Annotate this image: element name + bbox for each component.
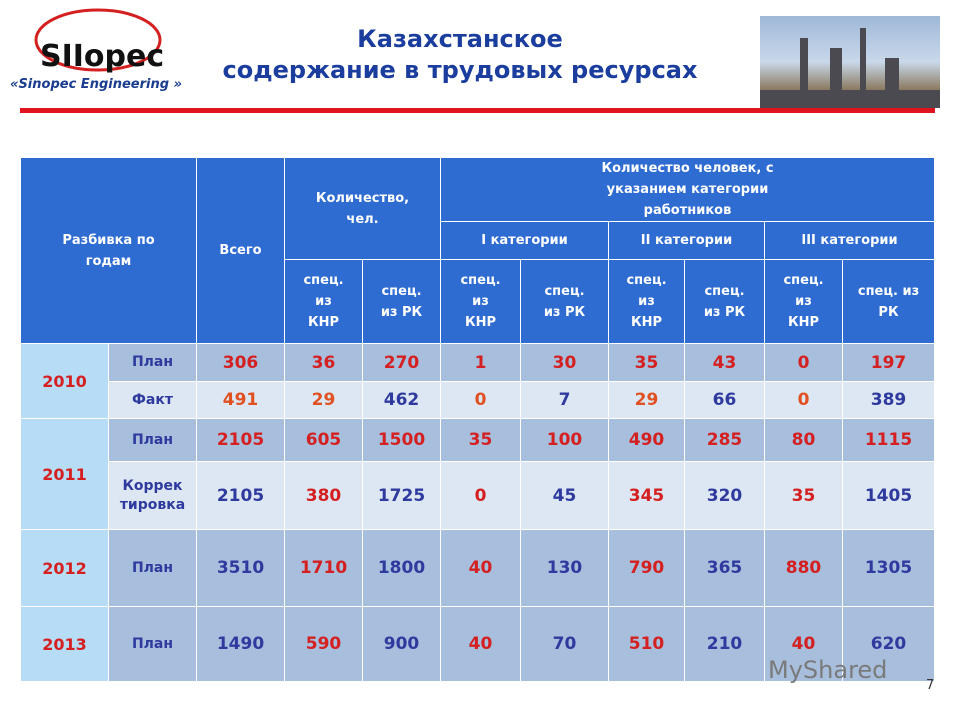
value-cell: 3510 [197,530,285,607]
subheader-sub_rk: спец. из РК [843,260,935,344]
value-cell: 1 [441,344,521,382]
table-row [21,462,935,530]
value-cell: 2105 [197,462,285,530]
value-cell: 0 [441,462,521,530]
subheader-sub_rk: спец. из РК [521,260,609,344]
subheader-sub_rk: спец. из РК [685,260,765,344]
svg-text:SIIopec: SIIopec [40,39,165,74]
value-cell: 0 [765,382,843,419]
value-cell: 1800 [363,530,441,607]
header-count: Количество, чел. [285,158,441,260]
value-cell: 1710 [285,530,363,607]
value-cell: 66 [685,382,765,419]
year-cell: 2012 [21,530,109,607]
value-cell: 620 [843,607,935,682]
value-cell: 35 [441,419,521,462]
header-cat3: III категории [765,222,935,260]
value-cell: 285 [685,419,765,462]
subheader-sub_cn: спец. из КНР [609,260,685,344]
value-cell: 1305 [843,530,935,607]
value-cell: 491 [197,382,285,419]
value-cell: 2105 [197,419,285,462]
value-cell: 29 [609,382,685,419]
value-cell: 320 [685,462,765,530]
header-categories: Количество человек, с указанием категории работников [441,158,935,222]
value-cell: 900 [363,607,441,682]
value-cell: 40 [765,607,843,682]
subheader-sub_rk: спец. из РК [363,260,441,344]
refinery-photo [760,16,940,108]
value-cell: 790 [609,530,685,607]
value-cell: 510 [609,607,685,682]
value-cell: 197 [843,344,935,382]
value-cell: 36 [285,344,363,382]
labor-table [20,157,935,682]
subheader-sub_cn: спец. из КНР [285,260,363,344]
page-title: Казахстанское содержание в трудовых ресурсах [222,25,698,84]
table-row [21,419,935,462]
value-cell: 30 [521,344,609,382]
value-cell: 389 [843,382,935,419]
value-cell: 345 [609,462,685,530]
header-breakdown: Разбивка по годам [21,158,197,344]
subheader-sub_cn: спец. из КНР [441,260,521,344]
value-cell: 35 [765,462,843,530]
value-cell: 1725 [363,462,441,530]
value-cell: 130 [521,530,609,607]
value-cell: 70 [521,607,609,682]
value-cell: 1490 [197,607,285,682]
value-cell: 40 [441,607,521,682]
value-cell: 0 [441,382,521,419]
header-cat2: II категории [609,222,765,260]
value-cell: 880 [765,530,843,607]
tagline: «Sinopec Engineering » [10,77,182,92]
table-row [21,382,935,419]
value-cell: 100 [521,419,609,462]
value-cell: 306 [197,344,285,382]
page-number: 7 [926,678,935,693]
value-cell: 462 [363,382,441,419]
sinopec-logo [30,6,170,76]
divider [20,108,935,113]
value-cell: 1115 [843,419,935,462]
header-total: Всего [197,158,285,344]
value-cell: 365 [685,530,765,607]
table-row [21,530,935,607]
row-label: План [109,344,197,382]
value-cell: 7 [521,382,609,419]
year-cell: 2011 [21,419,109,530]
value-cell: 270 [363,344,441,382]
table-row [21,344,935,382]
row-label: План [109,530,197,607]
value-cell: 1405 [843,462,935,530]
value-cell: 29 [285,382,363,419]
row-label: План [109,607,197,682]
row-label: Корректировка [109,462,197,530]
value-cell: 605 [285,419,363,462]
value-cell: 590 [285,607,363,682]
value-cell: 1500 [363,419,441,462]
year-cell: 2010 [21,344,109,419]
row-label: План [109,419,197,462]
header-cat1: I категории [441,222,609,260]
value-cell: 40 [441,530,521,607]
row-label: Факт [109,382,197,419]
subheader-sub_cn: спец. из КНР [765,260,843,344]
value-cell: 35 [609,344,685,382]
value-cell: 380 [285,462,363,530]
value-cell: 210 [685,607,765,682]
value-cell: 490 [609,419,685,462]
year-cell: 2013 [21,607,109,682]
value-cell: 80 [765,419,843,462]
value-cell: 45 [521,462,609,530]
value-cell: 43 [685,344,765,382]
watermark: MyShared [768,656,888,684]
value-cell: 0 [765,344,843,382]
